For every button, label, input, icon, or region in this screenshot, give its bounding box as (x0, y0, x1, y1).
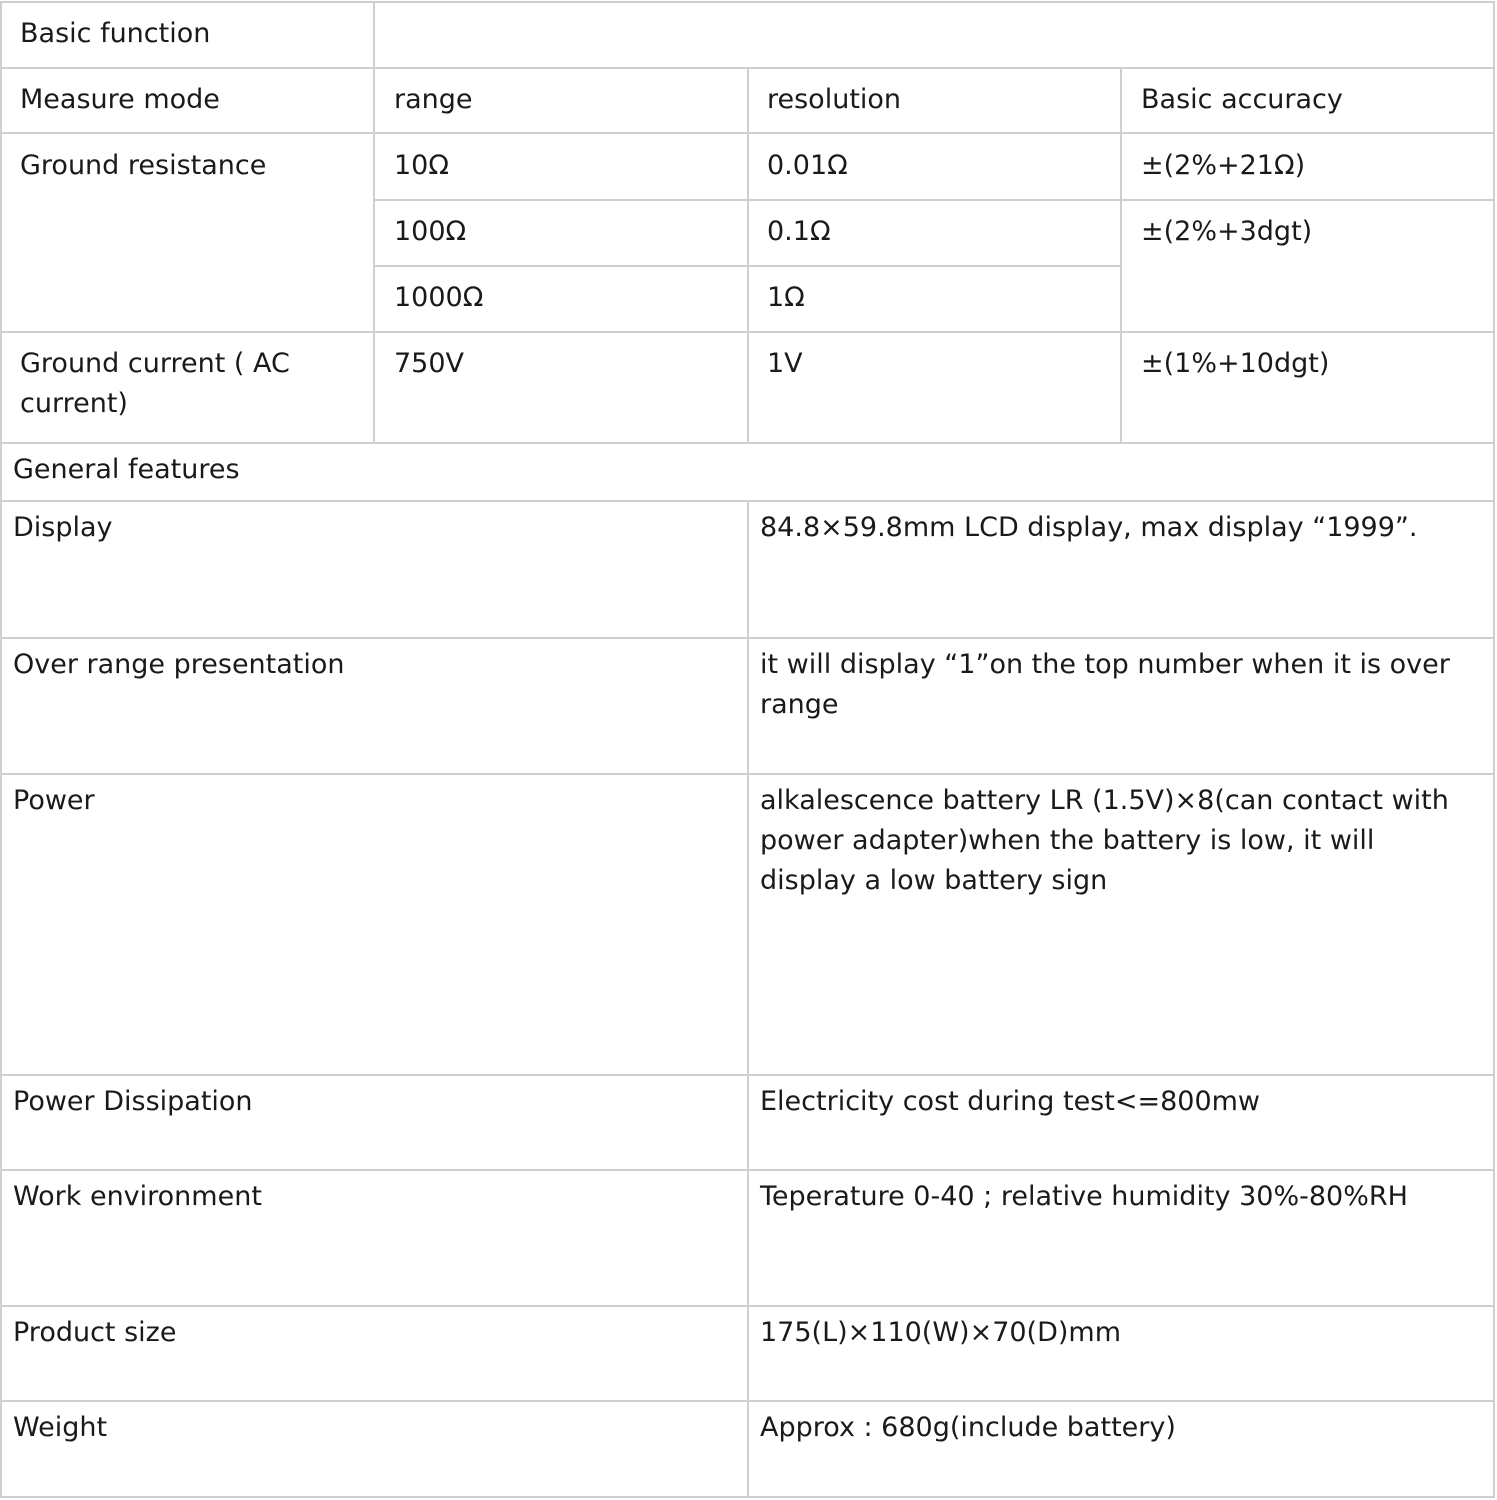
feature-label: Power Dissipation (13, 1086, 253, 1117)
feature-label: Over range presentation (13, 649, 345, 680)
feature-value: alkalescence battery LR (1.5V)×8(can contact with power adapter)when the battery is low, it will display a low battery sign (760, 785, 1449, 896)
header-resolution: resolution (767, 84, 902, 115)
feature-value: 84.8×59.8mm LCD display, max display “1999”. (760, 512, 1418, 543)
range-cell: 750V (394, 348, 465, 379)
feature-value: 175(L)×110(W)×70(D)mm (760, 1317, 1122, 1348)
resolution-cell: 0.01Ω (767, 150, 848, 181)
accuracy-cell: ±(2%+21Ω) (1141, 150, 1306, 181)
ground-current-label: Ground current ( AC current) (20, 348, 290, 419)
grid-line (1120, 67, 1122, 444)
feature-label: Power (13, 785, 95, 816)
feature-label: Product size (13, 1317, 177, 1348)
feature-value: Teperature 0-40 ; relative humidity 30%-80%RH (760, 1181, 1408, 1212)
resolution-cell: 0.1Ω (767, 216, 831, 247)
general-features-title: General features (13, 454, 240, 485)
header-range: range (394, 84, 473, 115)
range-cell: 1000Ω (394, 282, 484, 313)
resolution-cell: 1Ω (767, 282, 805, 313)
range-cell: 100Ω (394, 216, 467, 247)
ground-resistance-label: Ground resistance (20, 150, 267, 181)
range-cell: 10Ω (394, 150, 449, 181)
accuracy-cell: ±(1%+10dgt) (1141, 348, 1330, 379)
feature-label: Work environment (13, 1181, 262, 1212)
feature-label: Weight (13, 1412, 108, 1443)
grid-line (747, 67, 749, 444)
feature-value: Approx : 680g(include battery) (760, 1412, 1176, 1443)
header-basic-accuracy: Basic accuracy (1141, 84, 1343, 115)
basic-function-title: Basic function (20, 18, 211, 49)
grid-line (1493, 1, 1495, 1498)
feature-value: it will display “1”on the top number when it is over range (760, 649, 1450, 720)
feature-value: Electricity cost during test<=800mw (760, 1086, 1261, 1117)
grid-line (0, 1, 2, 1498)
feature-label: Display (13, 512, 113, 543)
accuracy-cell: ±(2%+3dgt) (1141, 216, 1313, 247)
header-measure-mode: Measure mode (20, 84, 220, 115)
resolution-cell: 1V (767, 348, 803, 379)
